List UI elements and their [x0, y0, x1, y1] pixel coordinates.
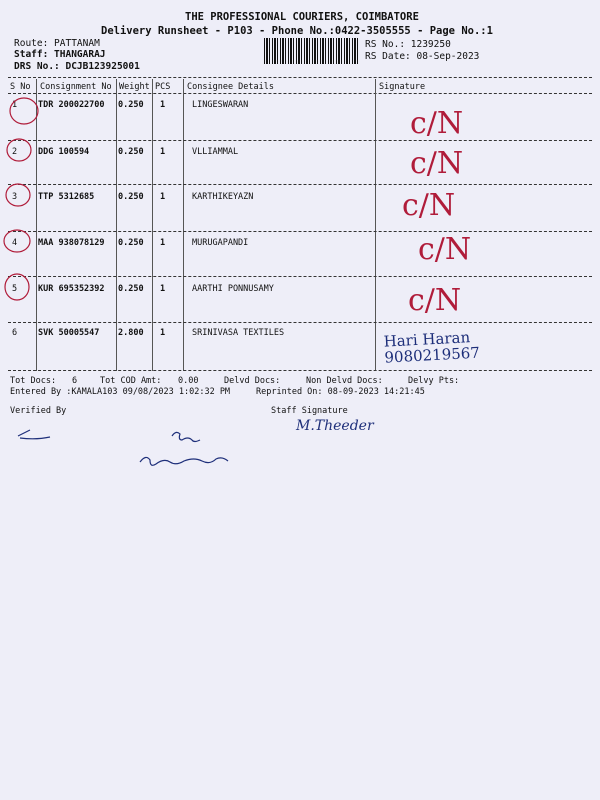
row-pcs: 1 — [160, 192, 166, 202]
col-header-consignee: Consignee Details — [187, 82, 274, 92]
col-header-consignment: Consignment No — [40, 82, 112, 92]
runsheet-subtitle: Delivery Runsheet - P103 - Phone No.:0422-3505555 - Page No.:1 — [101, 25, 493, 37]
row-signature: Hari Haran 9080219567 — [383, 328, 481, 367]
row-consignment: TDR 200022700 — [38, 100, 105, 110]
row-weight: 0.250 — [118, 192, 144, 202]
company-title: THE PROFESSIONAL COURIERS, COIMBATORE — [185, 11, 419, 23]
row-signature: c/N — [402, 188, 456, 223]
row-sno: 2 — [12, 147, 18, 157]
staff-signature-label: Staff Signature — [271, 406, 348, 416]
sno-circle-mark — [5, 274, 29, 300]
row-pcs: 1 — [160, 284, 166, 294]
route-label: Route: PATTANAM — [14, 38, 100, 49]
sno-circle-mark — [7, 139, 31, 161]
tot-cod-value: 0.00 — [178, 376, 199, 386]
row-signature: c/N — [418, 232, 472, 267]
verified-signature-scribble — [18, 430, 50, 439]
row-consignment: KUR 695352392 — [38, 284, 105, 294]
row-signature: c/N — [410, 106, 464, 141]
staff-label: Staff: THANGARAJ — [14, 49, 106, 60]
col-header-pcs: PCS — [155, 82, 171, 92]
row-pcs: 1 — [160, 147, 166, 157]
row-sno: 4 — [12, 238, 18, 248]
reprinted-on: Reprinted On: 08-09-2023 14:21:45 — [256, 387, 425, 397]
entered-by: Entered By :KAMALA103 09/08/2023 1:02:32 PM — [10, 387, 231, 397]
staff-signature-handwritten: M.Theeder — [296, 418, 374, 434]
col-header-signature: Signature — [379, 82, 426, 92]
col-header-sno: S No — [10, 82, 31, 92]
verified-by-label: Verified By — [10, 406, 67, 416]
row-sno: 1 — [12, 100, 18, 110]
row-weight: 0.250 — [118, 238, 144, 248]
row-pcs: 1 — [160, 100, 166, 110]
rs-number: RS No.: 1239250 — [365, 39, 451, 50]
row-consignment: TTP 5312685 — [38, 192, 95, 202]
row-consignee: SRINIVASA TEXTILES — [192, 328, 285, 338]
row-consignee: VLLIAMMAL — [192, 147, 239, 157]
verified-signature-scribble — [172, 432, 200, 441]
tot-docs-label: Tot Docs: — [10, 376, 57, 386]
rs-date: RS Date: 08-Sep-2023 — [365, 51, 480, 62]
row-sno: 5 — [12, 284, 18, 294]
row-consignment: DDG 100594 — [38, 147, 90, 157]
row-signature: c/N — [408, 283, 462, 318]
row-sno: 3 — [12, 192, 18, 202]
row-pcs: 1 — [160, 328, 166, 338]
delvy-pts-label: Delvy Pts: — [408, 376, 460, 386]
row-consignee: LINGESWARAN — [192, 100, 249, 110]
delvd-docs-label: Delvd Docs: — [224, 376, 281, 386]
sno-circle-mark — [6, 184, 30, 206]
row-consignee: KARTHIKEYAZN — [192, 192, 254, 202]
tot-cod-label: Tot COD Amt: — [100, 376, 162, 386]
non-delvd-docs-label: Non Delvd Docs: — [306, 376, 383, 386]
sno-circle-mark — [4, 230, 30, 252]
verified-signature-scribble — [140, 457, 228, 465]
row-consignment: MAA 938078129 — [38, 238, 105, 248]
row-consignment: SVK 50005547 — [38, 328, 100, 338]
row-consignee: MURUGAPANDI — [192, 238, 249, 248]
row-signature: c/N — [410, 146, 464, 181]
row-weight: 2.800 — [118, 328, 144, 338]
row-consignee: AARTHI PONNUSAMY — [192, 284, 274, 294]
row-weight: 0.250 — [118, 100, 144, 110]
row-weight: 0.250 — [118, 147, 144, 157]
col-header-weight: Weight — [119, 82, 150, 92]
row-sno: 6 — [12, 328, 18, 338]
drs-number: DRS No.: DCJB123925001 — [14, 61, 140, 72]
tot-docs-value: 6 — [72, 376, 78, 386]
row-pcs: 1 — [160, 238, 166, 248]
row-weight: 0.250 — [118, 284, 144, 294]
sno-circle-mark — [10, 98, 38, 124]
